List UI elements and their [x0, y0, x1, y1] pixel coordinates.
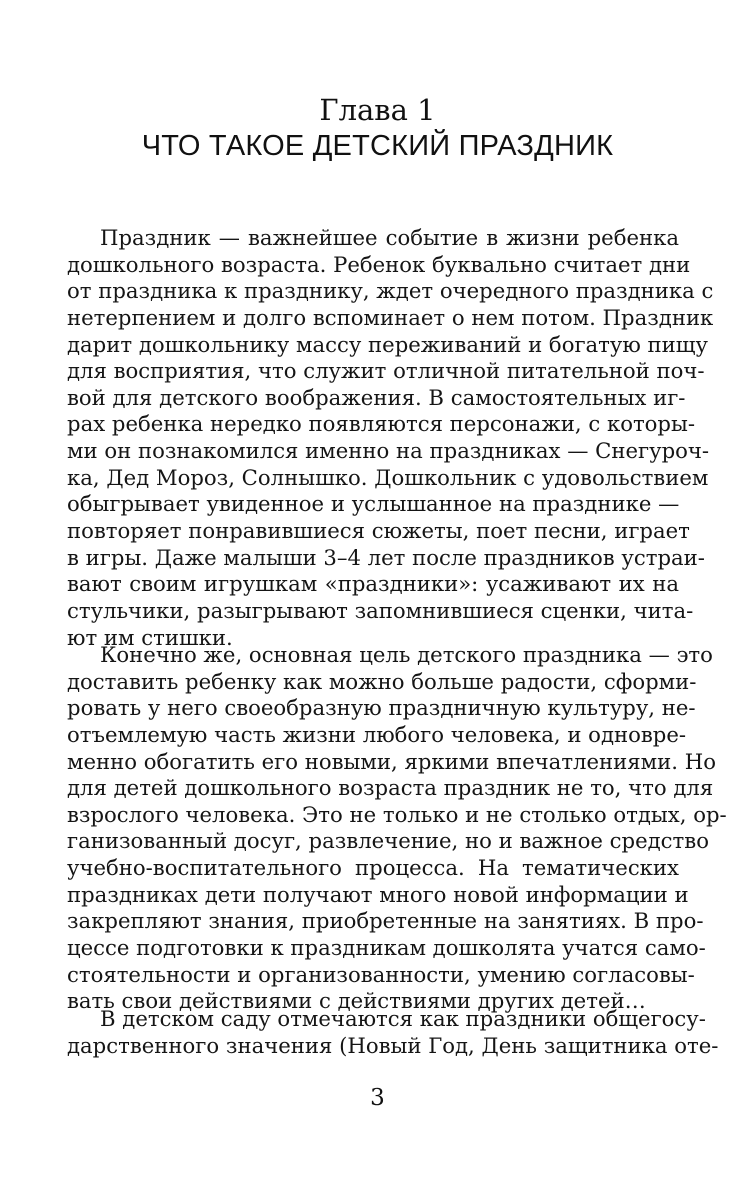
text-line: ми он познакомился именно на праздниках — Снегуроч- — [67, 438, 710, 464]
text-line: повторяет понравившиеся сюжеты, поет песни, играет — [67, 518, 690, 544]
text-line: учебно-воспитательного процесса. На тематических — [67, 855, 679, 881]
text-line: рах ребенка нередко появляются персонажи, с которы- — [67, 411, 696, 437]
text-line: ганизованный досуг, развлечение, но и важное средство — [67, 828, 709, 854]
text-line: В детском саду отмечаются как праздники общегосу- — [100, 1006, 706, 1031]
text-line: Праздник — важнейшее событие в жизни ребенка — [100, 225, 679, 250]
text-line: для детей дошкольного возраста праздник не то, что для — [67, 775, 714, 801]
paragraph-1 — [67, 225, 714, 651]
text-line: Конечно же, основная цель детского праздника — это — [100, 642, 713, 667]
text-line: отъемлемую часть жизни любого человека, и одновре- — [67, 721, 687, 747]
text-line: стульчики, разыгрывают запомнившиеся сценки, чита- — [67, 597, 694, 623]
chapter-title: ЧТО ТАКОЕ ДЕТСКИЙ ПРАЗДНИК — [141, 130, 614, 162]
text-line: праздниках дети получают много новой информации и — [67, 881, 689, 907]
paragraph-3 — [67, 1006, 719, 1059]
text-line: нетерпением и долго вспоминает о нем потом. Праздник — [67, 304, 714, 330]
text-line: ровать у него своеобразную праздничную культуру, не- — [67, 695, 696, 721]
text-line: дошкольного возраста. Ребенок буквально считает дни — [67, 251, 691, 277]
text-line: стоятельности и организованности, умению согласовы- — [67, 961, 695, 987]
text-line: для восприятия, что служит отличной питательной поч- — [67, 358, 705, 384]
text-line: доставить ребенку как можно больше радости, сформи- — [67, 668, 697, 694]
text-line: цессе подготовки к праздникам дошколята учатся само- — [67, 935, 706, 961]
chapter-label: Глава 1 — [319, 93, 436, 127]
text-line: ют им стишки. — [67, 624, 233, 650]
text-line: вать свои действиями с действиями других детей… — [67, 988, 646, 1014]
text-line: вой для детского воображения. В самостоятельных иг- — [67, 384, 686, 410]
text-line: вают своим игрушкам «праздники»: усаживают их на — [67, 571, 679, 597]
text-line: в игры. Даже малыши 3–4 лет после праздников устраи- — [67, 544, 705, 570]
text-line: менно обогатить его новыми, яркими впечатлениями. Но — [67, 748, 716, 774]
text-line: обыгрывает увиденное и услышанное на празднике — — [67, 491, 680, 517]
text-line: ка, Дед Мороз, Солнышко. Дошкольник с удовольствием — [67, 464, 709, 490]
text-line: закрепляют знания, приобретенные на занятиях. В про- — [67, 908, 704, 934]
page-number: 3 — [370, 1085, 385, 1111]
text-line: от праздника к празднику, ждет очередного праздника с — [67, 278, 714, 304]
text-line: взрослого человека. Это не только и не столько отдых, ор- — [67, 801, 727, 827]
text-line: дарственного значения (Новый Год, День защитника оте- — [67, 1032, 719, 1058]
paragraph-2 — [67, 642, 727, 1015]
text-line: дарит дошкольнику массу переживаний и богатую пищу — [67, 331, 708, 357]
